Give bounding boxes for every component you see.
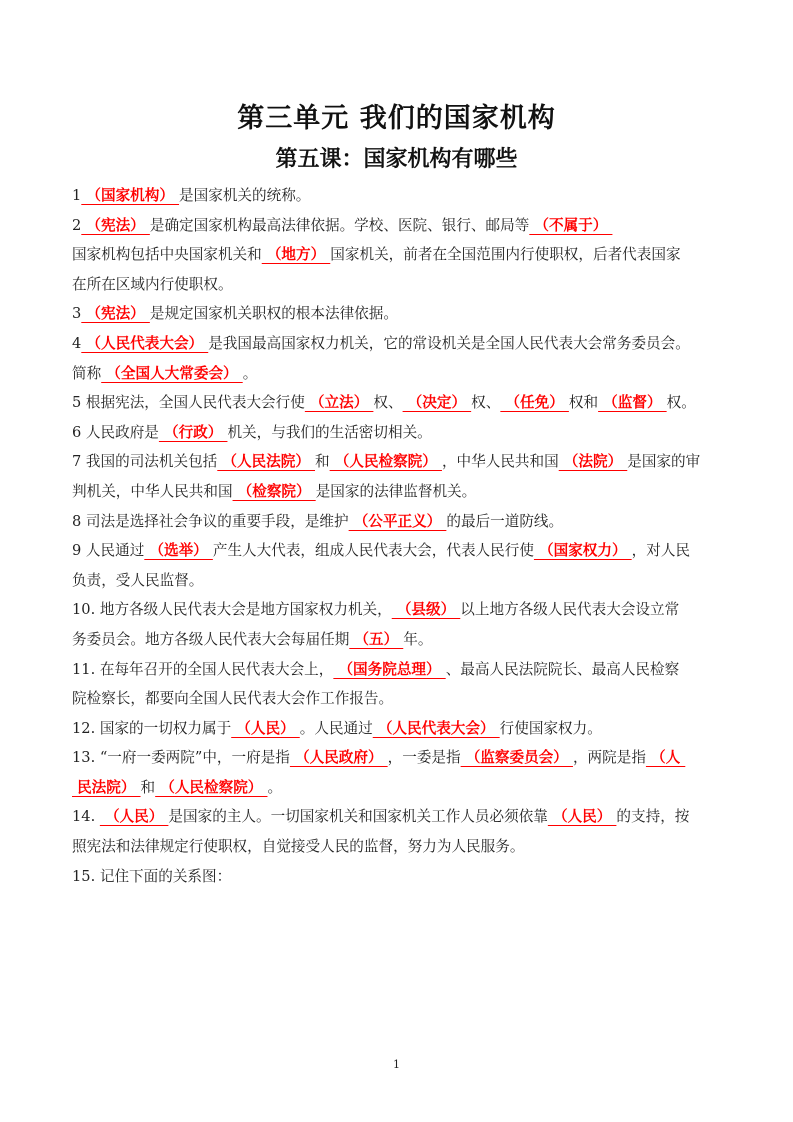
static-text: 11. 在每年召开的全国人民代表大会上， <box>72 660 334 678</box>
text-line <box>72 507 724 537</box>
answer-blank: （人民） <box>99 808 169 826</box>
static-text: 以上地方各级人民代表大会设立常 <box>460 601 680 619</box>
answer-blank: （人民） <box>231 719 300 737</box>
text-line <box>72 181 724 211</box>
text-line <box>72 329 724 359</box>
static-text: 。 <box>242 364 258 382</box>
answer-blank: （行政） <box>158 423 228 441</box>
answer-blank: （人民） <box>547 808 617 826</box>
static-text: 权、 <box>471 394 501 412</box>
answer-blank: （国务院总理） <box>333 660 446 678</box>
lesson-title: 第五课：国家机构有哪些 <box>275 147 518 172</box>
static-text: 是确定国家机构最高法律依据。学校、医院、银行、邮局等 <box>149 216 530 234</box>
static-text: 7 我国的司法机关包括 <box>72 453 218 471</box>
static-text: 权。 <box>666 394 696 412</box>
text-line <box>72 299 724 329</box>
text-line <box>72 655 724 685</box>
static-text: 是国家的审 <box>627 453 701 471</box>
static-text: 务委员会。地方各级人民代表大会每届任期 <box>72 630 350 648</box>
static-text: 国家机构包括中央国家机关和 <box>72 246 262 264</box>
static-text: 3 <box>72 305 82 323</box>
answer-blank: （不属于） <box>529 216 613 234</box>
static-text: 14. <box>72 808 100 826</box>
text-line <box>72 359 724 389</box>
static-text: 是国家机关的统称。 <box>179 187 311 204</box>
static-text: 是我国最高国家权力机关，它的常设机关是全国人民代表大会常务委员会。 <box>208 334 690 352</box>
static-text: ，一委是指 <box>387 749 461 767</box>
static-text: 2 <box>72 216 82 234</box>
text-line <box>72 862 724 892</box>
static-text: 、最高人民法院院长、最高人民检察 <box>445 660 680 678</box>
answer-blank: （人民检察院） <box>329 453 442 471</box>
static-text: 5 根据宪法，全国人民代表大会行使 <box>72 394 305 412</box>
answer-blank: （公平正义） <box>348 512 447 530</box>
text-line <box>72 536 724 566</box>
answer-blank: （地方） <box>261 246 331 264</box>
answer-blank: （检察院） <box>232 482 316 500</box>
static-text: 产生人大代表，组成人民代表大会，代表人民行使 <box>212 542 534 560</box>
text-line <box>72 447 724 477</box>
text-line <box>72 832 724 862</box>
static-text: 和 <box>315 453 330 471</box>
answer-blank: （立法） <box>304 394 374 412</box>
answer-blank: （国家权力） <box>533 542 632 560</box>
text-line <box>72 388 724 418</box>
static-text: 8 司法是选择社会争议的重要手段，是维护 <box>72 512 349 530</box>
document-body <box>72 181 724 891</box>
text-line <box>72 625 724 655</box>
answer-blank: （决定） <box>402 394 472 412</box>
static-text: 是国家的主人。一切国家机关和国家机关工作人员必须依靠 <box>168 808 548 826</box>
answer-blank: （全国人大常委会） <box>101 364 243 382</box>
static-text: 简称 <box>72 364 102 382</box>
static-text: 10. 地方各级人民代表大会是地方国家权力机关， <box>72 601 392 619</box>
static-text: 是规定国家机关职权的根本法律依据。 <box>149 305 398 323</box>
answer-blank: （监察委员会） <box>460 749 573 767</box>
static-text: 机关，与我们的生活密切相关。 <box>227 423 432 441</box>
static-text: ，对人民 <box>631 542 691 560</box>
static-text: ，中华人民共和国 <box>441 453 559 471</box>
text-line <box>72 595 724 625</box>
answer-blank: 民法院） <box>72 778 141 796</box>
static-text: 照宪法和法律规定行使职权，自觉接受人民的监督，努力为人民服务。 <box>72 838 525 856</box>
answer-blank: （人民政府） <box>289 749 388 767</box>
static-text: 1 <box>72 187 82 204</box>
page-number: 1 <box>393 1058 400 1071</box>
static-text: 负责，受人民监督。 <box>72 571 204 589</box>
text-line <box>72 802 724 832</box>
answer-blank: （监督） <box>598 394 667 412</box>
static-text: 9 人民通过 <box>72 542 145 560</box>
static-text: 权和 <box>568 394 599 412</box>
static-text: 在所在区域内行使职权。 <box>72 275 233 293</box>
static-text: 行使国家权力。 <box>499 719 602 737</box>
static-text: 权、 <box>373 394 403 412</box>
static-text: 。 <box>267 778 283 796</box>
answer-blank: （五） <box>349 630 404 648</box>
text-line <box>72 566 724 596</box>
static-text: 12. 国家的一切权力属于 <box>72 719 232 737</box>
static-text: 13. “一府一委两院”中，一府是指 <box>72 749 290 767</box>
answer-blank: （法院） <box>558 453 628 471</box>
answer-blank: （宪法） <box>81 216 150 234</box>
static-text: 和 <box>140 778 156 796</box>
text-line <box>72 211 724 241</box>
static-text: 的支持，按 <box>616 808 690 826</box>
static-text: 。人民通过 <box>299 719 373 737</box>
static-text: 年。 <box>403 630 433 648</box>
text-line <box>72 714 724 744</box>
answer-blank: （人民检察院） <box>155 778 268 796</box>
static-text: 院检察长，都要向全国人民代表大会作工作报告。 <box>72 690 394 708</box>
text-line <box>72 684 724 714</box>
text-line <box>72 743 724 773</box>
answer-blank: （人民代表大会） <box>372 719 500 737</box>
answer-blank: （国家机构） <box>81 187 180 204</box>
answer-blank: （人 <box>645 749 686 767</box>
static-text: ，两院是指 <box>572 749 646 767</box>
text-line <box>72 418 724 448</box>
text-line <box>72 477 724 507</box>
answer-blank: （宪法） <box>81 305 150 323</box>
answer-blank: （任免） <box>500 394 569 412</box>
static-text: 6 人民政府是 <box>72 423 159 441</box>
static-text: 是国家的法律监督机关。 <box>315 482 477 500</box>
answer-blank: （人民代表大会） <box>81 334 209 352</box>
unit-title: 第三单元 我们的国家机构 <box>237 103 556 134</box>
text-line <box>72 240 724 270</box>
static-text: 判机关，中华人民共和国 <box>72 482 233 500</box>
answer-blank: （人民法院） <box>217 453 316 471</box>
text-line <box>72 270 724 300</box>
static-text: 的最后一道防线。 <box>446 512 564 530</box>
static-text: 15. 记住下面的关系图： <box>72 867 232 885</box>
answer-blank: （选举） <box>144 542 213 560</box>
static-text: 4 <box>72 334 82 352</box>
answer-blank: （县级） <box>391 601 461 619</box>
text-line <box>72 773 724 803</box>
static-text: 国家机关，前者在全国范围内行使职权，后者代表国家 <box>330 246 681 264</box>
